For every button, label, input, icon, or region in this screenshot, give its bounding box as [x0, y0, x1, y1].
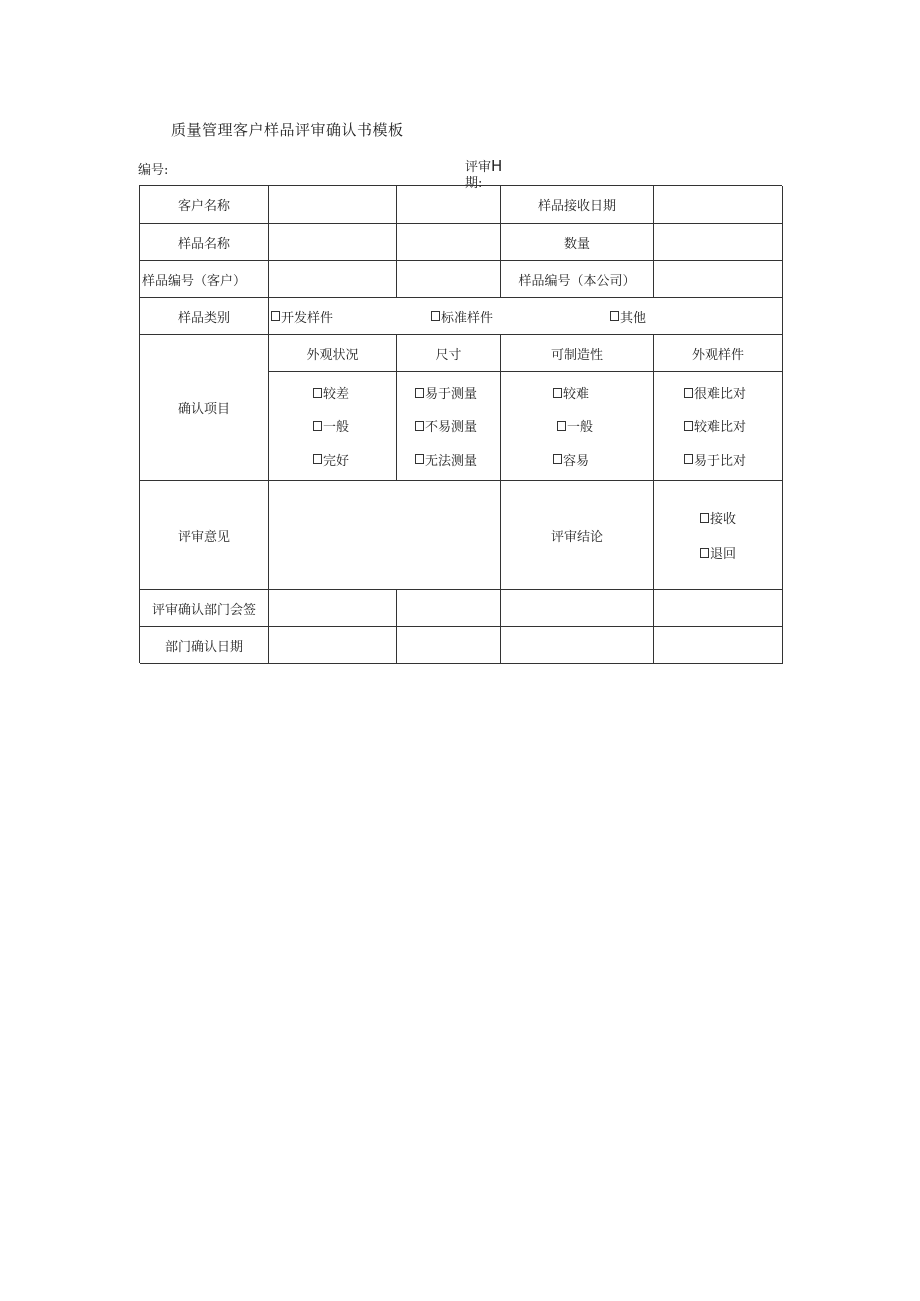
dept-confirm-date-field-2[interactable]: [397, 627, 501, 664]
checkbox-icon: [553, 388, 562, 398]
receive-date-field[interactable]: [654, 186, 783, 224]
appearance-sample-option-hard[interactable]: 较难比对: [684, 416, 746, 435]
checkbox-icon: [700, 513, 709, 523]
review-date-label-part1: 评审: [465, 160, 492, 175]
checkbox-icon: [313, 388, 322, 398]
appearance-options: [269, 372, 397, 481]
conclusion-option-reject[interactable]: 退回: [700, 543, 736, 562]
customer-name-label: 客户名称: [140, 186, 269, 224]
review-form-table: [139, 185, 782, 663]
sample-name-field-2[interactable]: [397, 224, 501, 261]
quantity-field[interactable]: [654, 224, 783, 261]
size-option-easy[interactable]: 易于测量: [415, 383, 477, 402]
dept-confirm-date-field-3[interactable]: [501, 627, 654, 664]
review-conclusion-options: [654, 481, 783, 590]
review-opinion-label: 评审意见: [140, 481, 269, 590]
checkbox-icon: [684, 388, 693, 398]
checkbox-icon: [313, 421, 322, 431]
checkbox-icon: [415, 388, 424, 398]
review-date-label-part2: 期:: [465, 176, 483, 191]
category-option-standard[interactable]: 标准样件: [431, 307, 493, 326]
review-date-label-big: H: [491, 157, 503, 175]
document-title: 质量管理客户样品评审确认书模板: [171, 121, 404, 139]
sample-no-customer-label: 样品编号（客户）: [140, 261, 269, 298]
dept-signoff-field-3[interactable]: [501, 590, 654, 627]
customer-name-field-1[interactable]: [269, 186, 397, 224]
checkbox-icon: [684, 421, 693, 431]
checkbox-icon: [431, 311, 440, 321]
dept-signoff-label: 评审确认部门会签: [140, 590, 269, 627]
sample-no-customer-field-1[interactable]: [269, 261, 397, 298]
number-label: 编号:: [138, 163, 169, 178]
appearance-sample-option-very-hard[interactable]: 很难比对: [684, 383, 746, 402]
checkbox-icon: [415, 421, 424, 431]
column-header-appearance-sample: 外观样件: [654, 335, 783, 372]
checkbox-icon: [553, 454, 562, 464]
checkbox-icon: [415, 454, 424, 464]
column-header-size: 尺寸: [397, 335, 501, 372]
column-header-manufacturability: 可制造性: [501, 335, 654, 372]
checkbox-icon: [684, 454, 693, 464]
dept-confirm-date-label: 部门确认日期: [140, 627, 269, 664]
category-option-other[interactable]: 其他: [610, 307, 646, 326]
checkbox-icon: [610, 311, 619, 321]
dept-confirm-date-field-1[interactable]: [269, 627, 397, 664]
manufacturability-option-difficult[interactable]: 较难: [553, 383, 589, 402]
sample-no-company-label: 样品编号（本公司）: [501, 261, 654, 298]
checkbox-icon: [271, 311, 280, 321]
conclusion-option-accept[interactable]: 接收: [700, 508, 736, 527]
manufacturability-option-easy[interactable]: 容易: [553, 450, 589, 469]
category-option-dev[interactable]: 开发样件: [271, 307, 333, 326]
size-option-impossible[interactable]: 无法测量: [415, 450, 477, 469]
sample-no-customer-field-2[interactable]: [397, 261, 501, 298]
size-options: [397, 372, 501, 481]
appearance-sample-option-easy[interactable]: 易于比对: [684, 450, 746, 469]
size-option-hard[interactable]: 不易测量: [415, 416, 477, 435]
appearance-option-poor[interactable]: 较差: [313, 383, 349, 402]
column-header-appearance: 外观状况: [269, 335, 397, 372]
sample-name-field-1[interactable]: [269, 224, 397, 261]
confirm-items-label: 确认项目: [140, 335, 269, 481]
category-options: [269, 298, 783, 335]
checkbox-icon: [313, 454, 322, 464]
appearance-sample-options: [654, 372, 783, 481]
appearance-option-average[interactable]: 一般: [313, 416, 349, 435]
quantity-label: 数量: [501, 224, 654, 261]
manufacturability-options: [501, 372, 654, 481]
dept-signoff-field-2[interactable]: [397, 590, 501, 627]
dept-confirm-date-field-4[interactable]: [654, 627, 783, 664]
checkbox-icon: [700, 548, 709, 558]
sample-name-label: 样品名称: [140, 224, 269, 261]
sample-no-company-field[interactable]: [654, 261, 783, 298]
review-opinion-field[interactable]: [269, 481, 501, 590]
customer-name-field-2[interactable]: [397, 186, 501, 224]
receive-date-label: 样品接收日期: [501, 186, 654, 224]
manufacturability-option-average[interactable]: 一般: [557, 416, 593, 435]
dept-signoff-field-1[interactable]: [269, 590, 397, 627]
review-conclusion-label: 评审结论: [501, 481, 654, 590]
appearance-option-good[interactable]: 完好: [313, 450, 349, 469]
category-label: 样品类别: [140, 298, 269, 335]
dept-signoff-field-4[interactable]: [654, 590, 783, 627]
checkbox-icon: [557, 421, 566, 431]
